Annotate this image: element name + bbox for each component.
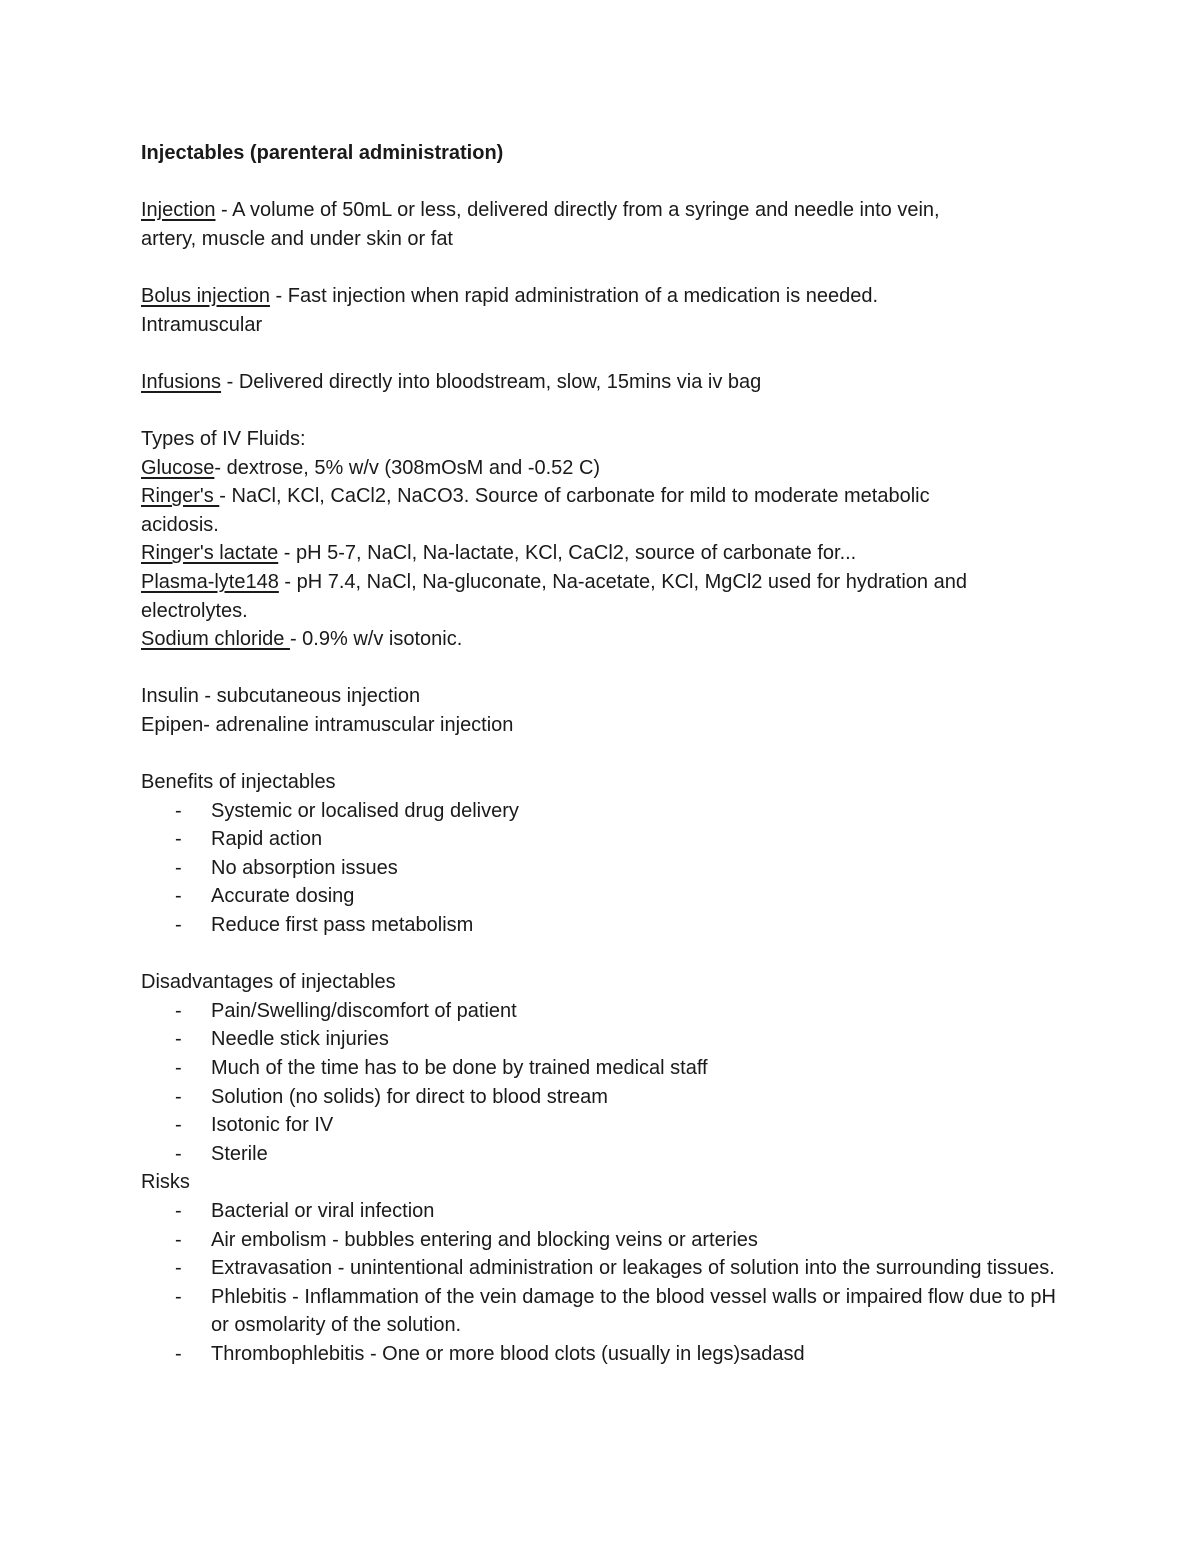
list-item-text: Reduce first pass metabolism (211, 914, 474, 937)
list-item (141, 1025, 1061, 1054)
list-item (141, 1283, 1061, 1340)
bolus-text-cont: Intramuscular (141, 313, 263, 336)
bullet-dash: - (175, 1085, 182, 1108)
glucose-text: - dextrose, 5% w/v (308mOsM and -0.52 C) (214, 456, 601, 479)
list-item (141, 825, 1061, 854)
bullet-dash: - (175, 999, 182, 1022)
ringers-text: - NaCl, KCl, CaCl2, NaCO3. Source of carbonate for mild to moderate metabolic (219, 485, 930, 508)
ringers-text-cont: acidosis. (141, 513, 219, 536)
list-item-text: No absorption issues (211, 856, 398, 879)
iv-fluids-heading: Types of IV Fluids: (141, 427, 306, 450)
benefits-heading: Benefits of injectables (141, 771, 336, 794)
list-item (141, 882, 1061, 911)
spacer (141, 739, 1061, 768)
ringers-entry (141, 482, 1061, 511)
risks-list (141, 1197, 1061, 1369)
ringers-lactate-text: - pH 5-7, NaCl, Na-lactate, KCl, CaCl2, source of carbonate for... (278, 542, 857, 565)
injection-definition (141, 196, 1061, 225)
ringers-term: Ringer's (141, 485, 220, 508)
bullet-dash: - (175, 1285, 182, 1308)
list-item (141, 797, 1061, 826)
list-item-text: Accurate dosing (211, 885, 355, 908)
insulin-note: Insulin - subcutaneous injection (141, 685, 421, 708)
sodium-chloride-text: - 0.9% w/v isotonic. (289, 628, 463, 651)
list-item (141, 997, 1061, 1026)
bolus-text: - Fast injection when rapid administration of a medication is needed. (269, 284, 879, 307)
list-item-text: Rapid action (211, 828, 323, 851)
plasma-lyte-text: - pH 7.4, NaCl, Na-gluconate, Na-acetate, KCl, MgCl2 used for hydration and (278, 570, 967, 593)
spacer (141, 339, 1061, 368)
ringers-lactate-term: Ringer's lactate (141, 542, 279, 565)
list-item-text: Extravasation - unintentional administration or leakages of solution into the surrounding tissues. (211, 1257, 1055, 1280)
bullet-dash: - (175, 1199, 182, 1222)
spacer (141, 940, 1061, 969)
bullet-dash: - (175, 1142, 182, 1165)
list-item (141, 1340, 1061, 1369)
bullet-dash: - (175, 1114, 182, 1137)
bullet-dash: - (175, 828, 182, 851)
list-item (141, 1083, 1061, 1112)
injection-text: - A volume of 50mL or less, delivered directly from a syringe and needle into vein, (215, 199, 940, 222)
injection-term: Injection (141, 199, 216, 222)
bullet-dash: - (175, 799, 182, 822)
document-body (141, 139, 1061, 1369)
ringers-lactate-entry (141, 539, 1061, 568)
bullet-dash: - (175, 856, 182, 879)
bullet-dash: - (175, 1057, 182, 1079)
list-item (141, 1140, 1061, 1169)
glucose-term: Glucose (141, 456, 215, 479)
bullet-dash: - (175, 885, 182, 908)
benefits-list (141, 797, 1061, 940)
bullet-dash: - (175, 1257, 182, 1280)
plasma-lyte-term: Plasma-lyte148 (141, 570, 279, 593)
spacer (141, 654, 1061, 683)
bolus-definition (141, 282, 1061, 311)
list-item (141, 1197, 1061, 1226)
plasma-lyte-entry (141, 568, 1061, 597)
list-item (141, 1226, 1061, 1255)
infusions-text: - Delivered directly into bloodstream, slow, 15mins via iv bag (221, 370, 762, 393)
bullet-dash: - (175, 1342, 182, 1365)
list-item-text: Thrombophlebitis - One or more blood clots (usually in legs)sadasd (211, 1342, 805, 1365)
sodium-chloride-entry (141, 625, 1061, 654)
list-item-text: Air embolism - bubbles entering and blocking veins or arteries (211, 1228, 758, 1251)
list-item-text: Solution (no solids) for direct to blood stream (211, 1085, 608, 1108)
plasma-lyte-text-cont: electrolytes. (141, 599, 248, 622)
risks-heading: Risks (141, 1171, 190, 1194)
bullet-dash: - (175, 914, 182, 937)
bolus-term: Bolus injection (141, 284, 270, 307)
list-item (141, 1254, 1061, 1283)
list-item-text: Needle stick injuries (211, 1028, 389, 1051)
list-item-text: Sterile (211, 1142, 268, 1165)
list-item (141, 854, 1061, 883)
spacer (141, 396, 1061, 425)
epipen-note: Epipen- adrenaline intramuscular injection (141, 713, 514, 736)
list-item-text: Pain/Swelling/discomfort of patient (211, 999, 517, 1022)
spacer (141, 168, 1061, 197)
list-item (141, 911, 1061, 940)
list-item-text: Bacterial or viral infection (211, 1199, 435, 1222)
sodium-chloride-term: Sodium chloride (141, 628, 290, 651)
list-item (141, 1054, 1061, 1083)
infusions-term: Infusions (141, 370, 222, 393)
list-item-text: Much of the time has to be done by trained medical staff (211, 1057, 708, 1079)
disadvantages-heading: Disadvantages of injectables (141, 971, 396, 994)
glucose-entry (141, 454, 1061, 483)
bullet-dash: - (175, 1028, 182, 1051)
spacer (141, 253, 1061, 282)
bullet-dash: - (175, 1228, 182, 1251)
injection-text-cont: artery, muscle and under skin or fat (141, 227, 453, 250)
document-title: Injectables (parenteral administration) (141, 142, 504, 164)
infusions-definition (141, 368, 1061, 397)
list-item-text: Isotonic for IV (211, 1114, 334, 1137)
list-item-text: Systemic or localised drug delivery (211, 799, 519, 822)
disadvantages-list (141, 997, 1061, 1169)
list-item (141, 1111, 1061, 1140)
list-item-text: Phlebitis - Inflammation of the vein damage to the blood vessel walls or impaired flow due to pH or osmolarity of the solution. (211, 1285, 1056, 1337)
